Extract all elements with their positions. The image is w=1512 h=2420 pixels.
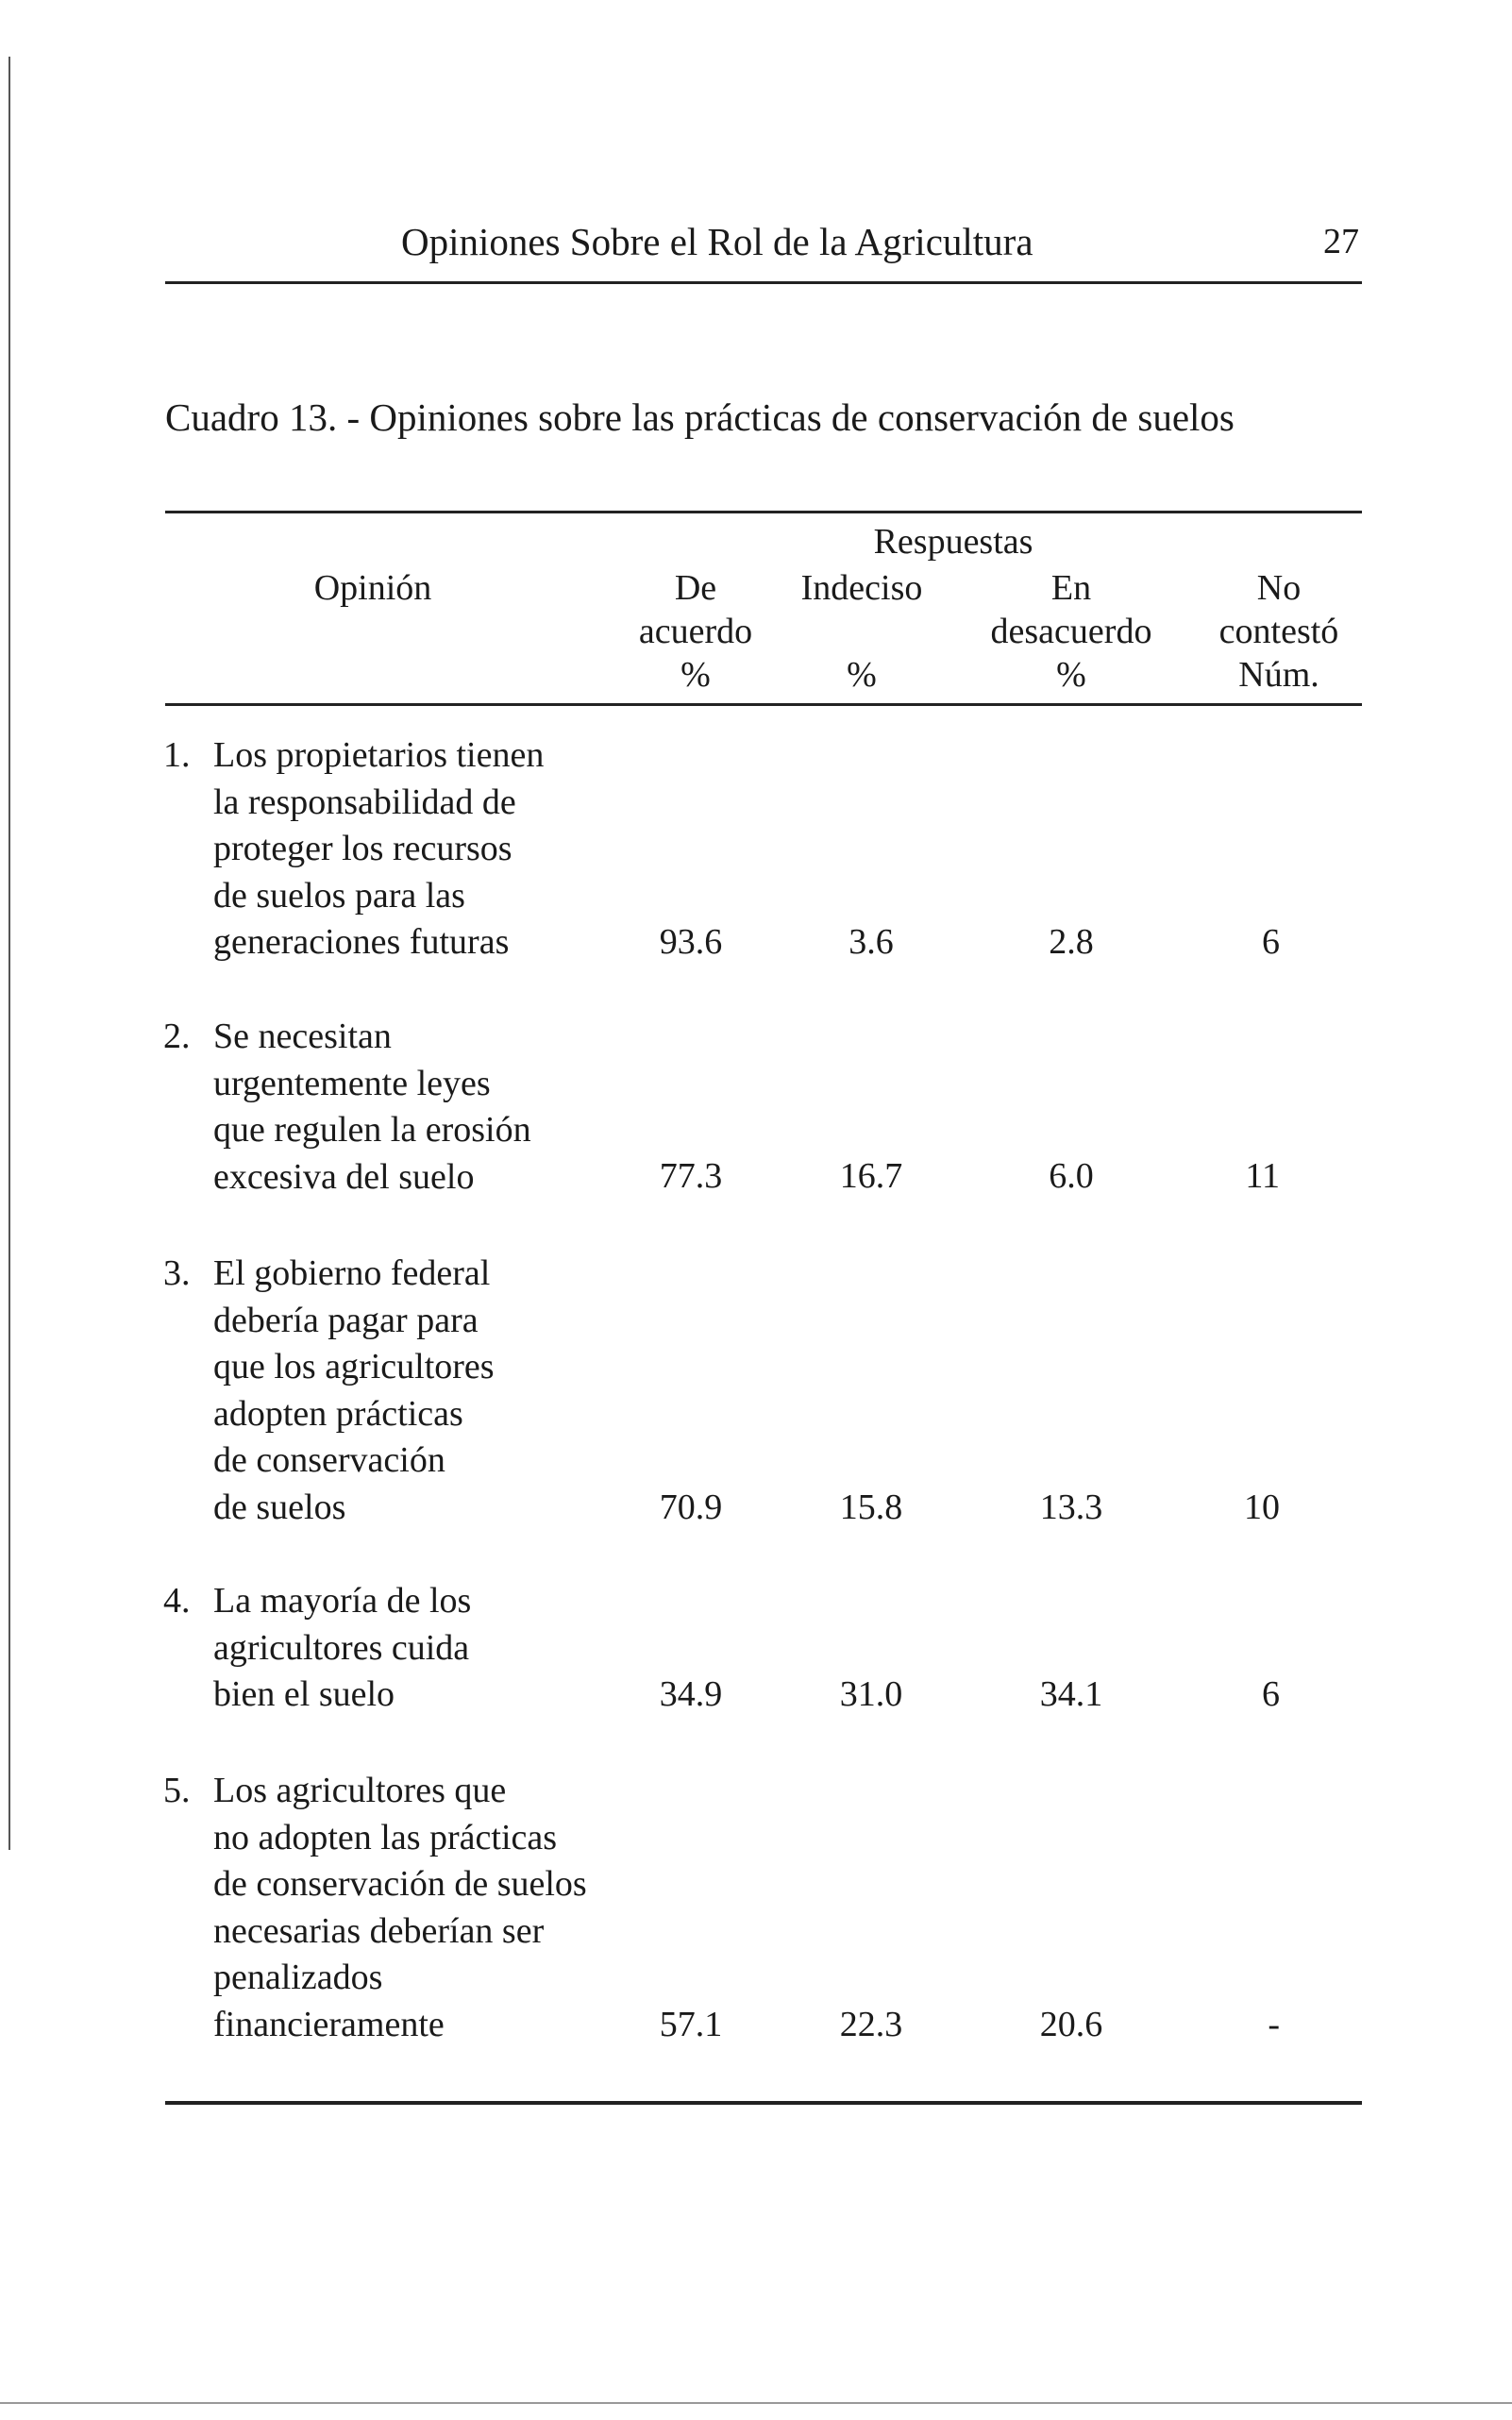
- cell-acuerdo: 57.1: [659, 2005, 723, 2044]
- running-title: Opiniones Sobre el Rol de la Agricultura: [401, 220, 1033, 263]
- table-top-rule: [165, 511, 1362, 513]
- table-caption: Cuadro 13. - Opiniones sobre las prácticas de conservación de suelos: [165, 395, 1235, 439]
- cell-desacuerdo: 13.3: [1039, 1487, 1103, 1527]
- row-number: 2.: [163, 1017, 191, 1056]
- cell-no-contesto: 11: [1245, 1156, 1280, 1196]
- cell-acuerdo: 93.6: [659, 922, 723, 962]
- row-number: 4.: [163, 1581, 191, 1621]
- cell-acuerdo: 70.9: [659, 1487, 723, 1527]
- running-head: [165, 215, 1362, 281]
- cell-no-contesto: 6: [1262, 922, 1280, 962]
- cell-indeciso: 22.3: [839, 2005, 903, 2044]
- cell-desacuerdo: 2.8: [1049, 922, 1094, 962]
- table-header-rule: [165, 703, 1362, 706]
- row-opinion-text: El gobierno federal debería pagar para que los agricultores adopten prácticas de conservación de suelos: [213, 1253, 495, 1527]
- cell-indeciso: 3.6: [848, 922, 894, 962]
- cell-indeciso: 15.8: [839, 1487, 903, 1527]
- header-no-contesto: No contestó Núm.: [1218, 568, 1339, 695]
- cell-indeciso: 16.7: [839, 1156, 903, 1196]
- cell-acuerdo: 34.9: [659, 1674, 723, 1714]
- row-opinion-text: La mayoría de los agricultores cuida bien el suelo: [213, 1581, 472, 1714]
- cell-no-contesto: 10: [1244, 1487, 1280, 1527]
- header-acuerdo: De acuerdo %: [638, 568, 753, 695]
- cell-no-contesto: -: [1268, 2005, 1280, 2044]
- row-opinion-text: Se necesitan urgentemente leyes que regulen la erosión excesiva del suelo: [213, 1017, 531, 1197]
- cell-desacuerdo: 20.6: [1039, 2005, 1103, 2044]
- row-opinion-text: Los propietarios tienen la responsabilidad de proteger los recursos de suelos para las generaciones futuras: [213, 735, 545, 962]
- scan-edge-left: [8, 57, 10, 1850]
- page-number: 27: [1323, 222, 1359, 261]
- row-number: 1.: [163, 735, 191, 775]
- cell-no-contesto: 6: [1262, 1674, 1280, 1714]
- row-number: 5.: [163, 1771, 191, 1810]
- header-respuestas: Respuestas: [873, 522, 1033, 562]
- row-number: 3.: [163, 1253, 191, 1293]
- header-desacuerdo: En desacuerdo %: [990, 568, 1152, 695]
- cell-acuerdo: 77.3: [659, 1156, 723, 1196]
- cell-desacuerdo: 34.1: [1039, 1674, 1103, 1714]
- scan-edge-bottom: [0, 2402, 1512, 2404]
- cell-desacuerdo: 6.0: [1049, 1156, 1094, 1196]
- header-opinion: Opinión: [313, 568, 432, 608]
- table-bottom-rule: [165, 2101, 1362, 2105]
- header-rule: [165, 281, 1362, 284]
- cell-indeciso: 31.0: [839, 1674, 903, 1714]
- row-opinion-text: Los agricultores que no adopten las prácticas de conservación de suelos necesarias deberían ser penalizados financieramente: [213, 1771, 587, 2044]
- header-indeciso: Indeciso %: [800, 568, 923, 695]
